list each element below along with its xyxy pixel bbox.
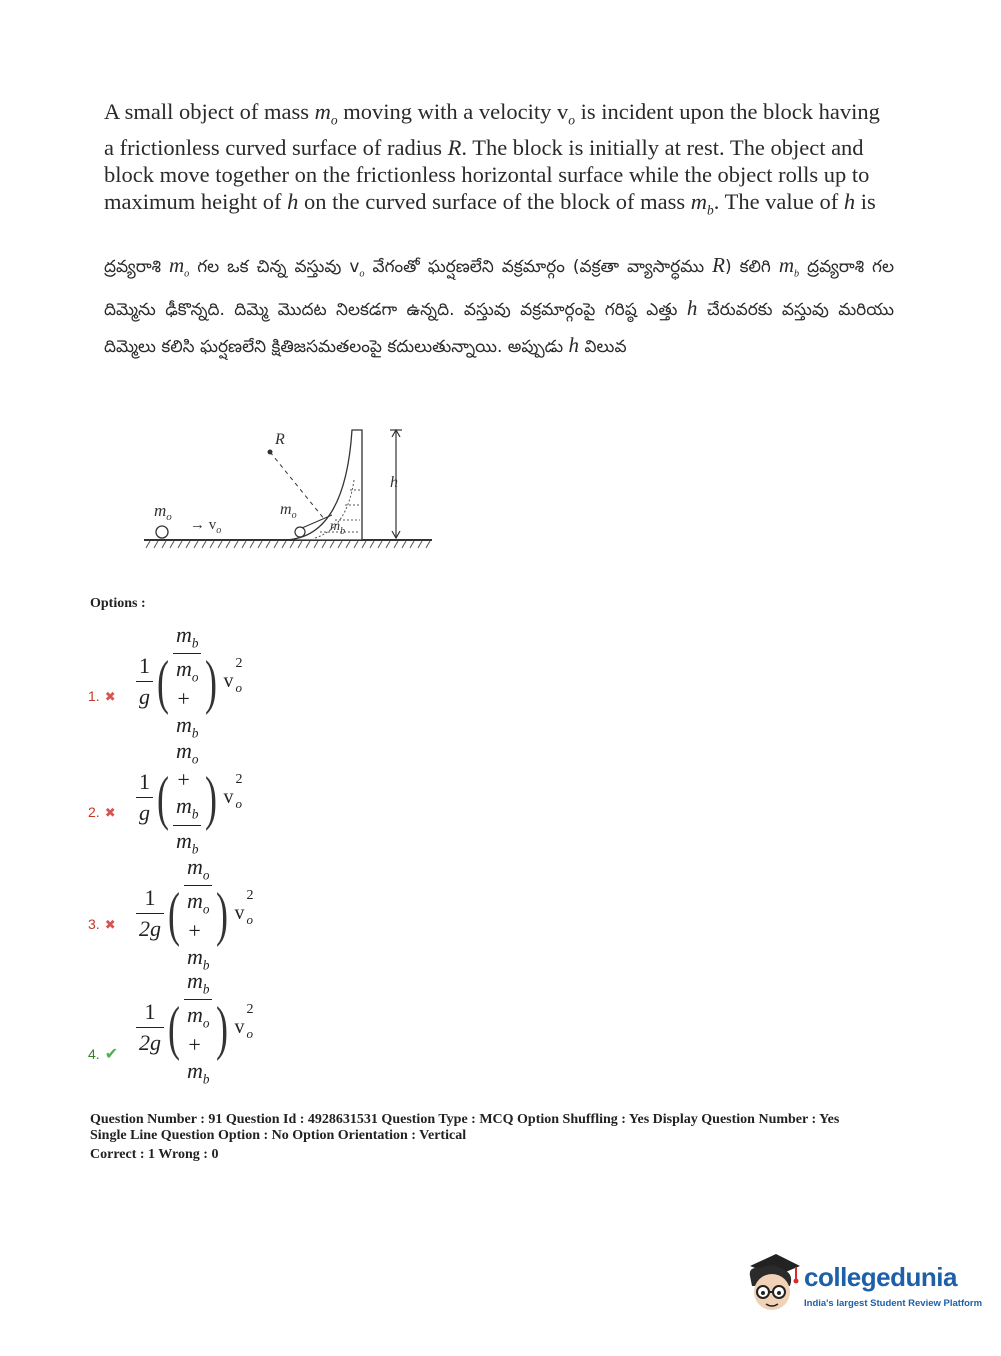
var-m: m — [778, 253, 794, 277]
inner-fraction: $\frac{m_o + m_b}{m_b}$ — [173, 738, 201, 857]
option-1-formula — [136, 622, 243, 741]
var-m: m — [690, 188, 707, 214]
meta-line-1: Question Number : 91 Question Id : 4928631531 Question Type : MCQ Option Shuffling : Yes Display Question Number : Yes — [90, 1112, 840, 1127]
radius-line — [270, 452, 325, 520]
var-R: R — [447, 134, 462, 160]
outer-fraction: $\frac{1}{g}$ — [136, 769, 153, 826]
right-paren: ) — [205, 648, 218, 715]
ground-hatch — [146, 541, 430, 548]
te-text: గల ఒక చిన్న వస్తువు v — [189, 257, 360, 277]
sub-o: o — [568, 112, 575, 128]
q-text: moving with a velocity v — [337, 99, 569, 124]
te-text: విలువ — [579, 337, 627, 358]
logo-wordmark: collegedunia — [804, 1262, 957, 1292]
option-3-formula — [136, 854, 254, 973]
te-text: చేరువరకు వస్తువు మరియు దిమ్మెలు కలిసి ఘర్షణలేని క్షితిజసమతలంపై కదులుతున్నాయి. అప్పుడు — [104, 300, 895, 358]
question-text-telugu — [104, 248, 894, 365]
inner-fraction: $\frac{m_o}{m_o + m_b}$ — [184, 854, 212, 973]
object-on-curve — [295, 527, 305, 537]
collegedunia-logo — [742, 1250, 983, 1320]
right-paren: ) — [216, 994, 229, 1061]
velocity-squared: v 2 o — [234, 888, 254, 928]
option-1-number: 1. ✖ — [88, 688, 116, 704]
te-text: ) కలిగి — [724, 257, 779, 277]
cross-icon: ✖ — [104, 689, 116, 704]
outer-fraction: $\frac{1}{2g}$ — [136, 885, 164, 942]
inner-fraction: $\frac{m_b}{m_o + m_b}$ — [173, 622, 201, 741]
question-meta — [90, 1112, 839, 1144]
outer-fraction: $\frac{1}{g}$ — [136, 653, 153, 710]
outer-fraction: $\frac{1}{2g}$ — [136, 999, 164, 1056]
q-text: A small object of mass — [104, 99, 315, 124]
q-text: is incident upon the block having a frictionless curved surface of radius — [104, 99, 880, 160]
option-4-number: 4. ✔ — [88, 1046, 119, 1063]
q-text: on the curved surface of the block of mass — [298, 188, 691, 214]
meta-line-2: Single Line Question Option : No Option Orientation : Vertical — [90, 1128, 467, 1143]
cross-icon: ✖ — [104, 917, 116, 932]
small-object — [156, 526, 168, 538]
q-text: . The value of — [713, 188, 844, 214]
sub-b: b — [794, 268, 800, 280]
velocity-squared: v 2 o — [234, 1002, 254, 1042]
label-mb: $m_b$ — [330, 519, 346, 537]
sub-o: o — [184, 268, 190, 280]
option-2-formula — [136, 738, 243, 857]
inner-fraction: $\frac{m_b}{m_o + m_b}$ — [184, 968, 212, 1087]
physics-diagram — [140, 420, 440, 555]
label-mo: $m_o$ — [154, 501, 172, 523]
var-m: m — [314, 99, 331, 124]
var-m: m — [168, 253, 185, 277]
var-h: h — [568, 333, 580, 358]
var-h: h — [843, 188, 856, 214]
velocity-squared: v 2 o — [223, 656, 243, 696]
option-2-number: 2. ✖ — [88, 804, 116, 820]
left-paren: ( — [156, 648, 169, 715]
cross-icon: ✖ — [104, 805, 116, 820]
logo-tagline: India's largest Student Review Platform — [804, 1298, 983, 1309]
left-paren: ( — [167, 880, 180, 947]
option-3-number: 3. ✖ — [88, 916, 116, 932]
label-vo: → $v_o$ — [190, 517, 222, 536]
sub-o: o — [330, 112, 338, 128]
var-R: R — [712, 253, 725, 277]
label-R: R — [275, 431, 285, 448]
left-paren: ( — [167, 994, 180, 1061]
label-h: h — [390, 474, 398, 491]
var-h: h — [287, 188, 299, 214]
te-text: వేగంతో ఘర్షణలేని వక్రమార్గం (వక్రతా వ్యాసార్ధము — [364, 257, 713, 277]
left-paren: ( — [156, 764, 169, 831]
te-text: ద్రవ్యరాశి — [104, 257, 169, 277]
right-paren: ) — [205, 764, 218, 831]
q-text: is — [855, 188, 876, 214]
option-4-formula — [136, 968, 254, 1087]
check-icon: ✔ — [104, 1046, 119, 1063]
te-text: ద్రవ్యరాశి గల దిమ్మెను ఢీకొన్నది. దిమ్మె మొదట నిలకడగా ఉన్నది. వస్తువు వక్రమార్గంపై గరిష్ఠ ఎత్తు — [104, 257, 895, 321]
var-h: h — [686, 296, 698, 321]
q-text: . The block is initially at rest. The object and block move together on the frictionless horizontal surface while the object rolls up to maximum height of — [104, 134, 870, 214]
sub-o: o — [359, 268, 365, 280]
score-meta: Correct : 1 Wrong : 0 — [90, 1147, 219, 1162]
sub-b: b — [706, 202, 714, 217]
velocity-squared: v 2 o — [223, 772, 243, 812]
label-mo-curve: $m_o$ — [280, 501, 297, 521]
right-paren: ) — [216, 880, 229, 947]
mascot-icon — [742, 1252, 802, 1312]
options-label: Options : — [90, 596, 146, 611]
question-text-english — [104, 98, 894, 223]
